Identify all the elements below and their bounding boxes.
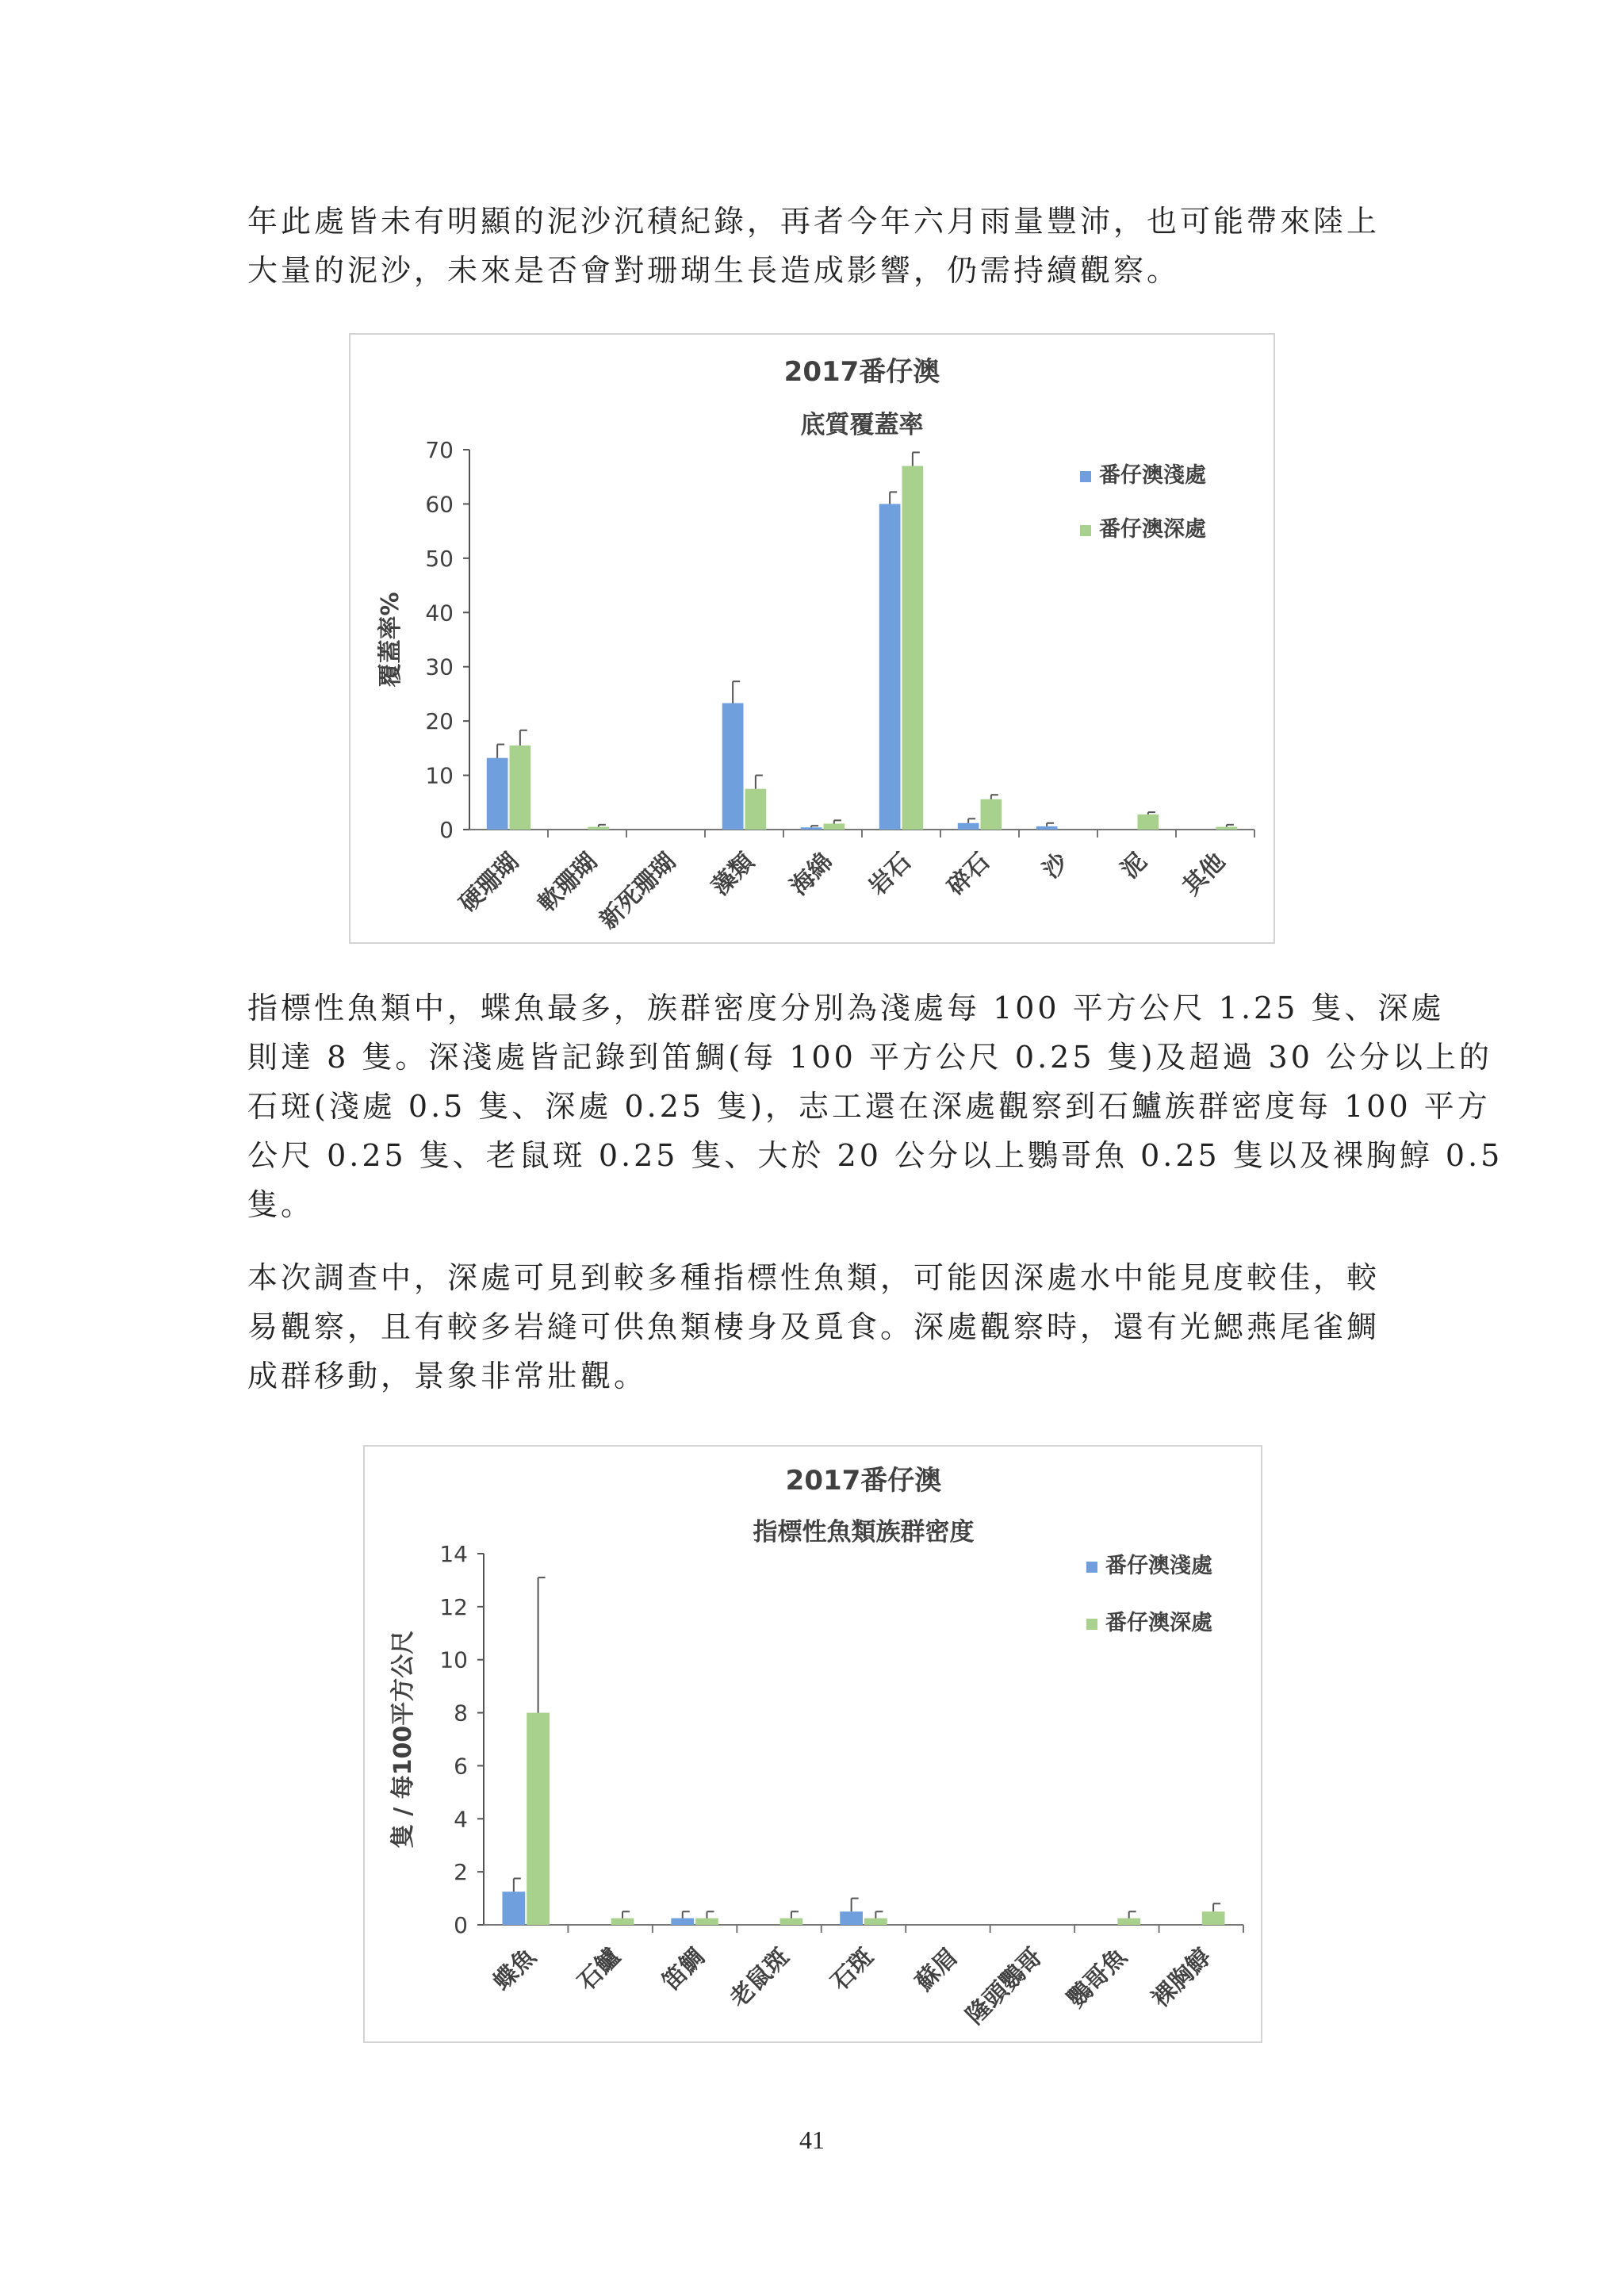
chart-subtitle: 底質覆蓋率 (800, 411, 924, 439)
text-line: 易觀察，且有較多岩縫可供魚類棲身及覓食。深處觀察時，還有光鰓燕尾雀鯛 (247, 1309, 1381, 1344)
x-category-label: 藻類 (706, 847, 760, 902)
text-line: 本次調查中，深處可見到較多種指標性魚類，可能因深處水中能見度較佳，較 (247, 1260, 1381, 1295)
legend-swatch (1080, 525, 1091, 536)
x-category-label: 沙 (1037, 847, 1074, 884)
x-category-label: 新死珊瑚 (594, 847, 682, 935)
bar-番仔澳深處-其他 (1216, 827, 1238, 830)
text-line: 隻。 (247, 1187, 315, 1222)
legend-label: 番仔澳深處 (1099, 517, 1206, 542)
bar-番仔澳淺處-藻類 (722, 703, 744, 830)
x-category-label: 老鼠斑 (724, 1942, 795, 2014)
y-tick-label: 0 (439, 817, 454, 843)
bar-番仔澳深處-蝶魚 (527, 1713, 550, 1925)
x-category-label: 笛鯛 (657, 1942, 710, 1997)
legend-label: 番仔澳淺處 (1099, 463, 1206, 488)
bar-番仔澳深處-碎石 (981, 799, 1002, 830)
bar-番仔澳深處-老鼠斑 (780, 1918, 803, 1925)
bar-番仔澳淺處-碎石 (958, 823, 979, 830)
text-line: 石斑(淺處 0.5 隻、深處 0.25 隻)，志工還在深處觀察到石鱸族群密度每 100 平方 (247, 1089, 1491, 1124)
y-tick-label: 50 (425, 545, 454, 572)
y-tick-label: 8 (454, 1700, 468, 1727)
bar-番仔澳淺處-岩石 (879, 504, 901, 830)
y-axis-label: 隻 / 每100平方公尺 (389, 1630, 417, 1849)
bar-番仔澳淺處-硬珊瑚 (487, 758, 508, 830)
bar-番仔澳深處-泥 (1138, 815, 1159, 830)
y-tick-label: 0 (454, 1912, 468, 1938)
paragraph-deep-observation (247, 1253, 1380, 1401)
text-line: 大量的泥沙，未來是否會對珊瑚生長造成影響，仍需持續觀察。 (247, 253, 1181, 288)
legend-swatch (1086, 1562, 1097, 1573)
y-tick-label: 40 (425, 600, 454, 627)
fish-density-chart (363, 1445, 1262, 2043)
x-category-label: 裸胸鯙 (1147, 1942, 1217, 2014)
x-category-label: 石斑 (825, 1942, 879, 1997)
substrate-cover-chart-svg (350, 335, 1274, 942)
bar-番仔澳淺處-海綿 (801, 827, 822, 830)
chart-title: 2017番仔澳 (783, 356, 940, 388)
bar-番仔澳淺處-蝶魚 (502, 1892, 525, 1925)
y-tick-label: 4 (454, 1806, 468, 1833)
text-line: 年此處皆未有明顯的泥沙沉積紀錄，再者今年六月雨量豐沛，也可能帶來陸上 (247, 204, 1381, 239)
x-category-label: 岩石 (863, 847, 917, 902)
chart-title: 2017番仔澳 (785, 1465, 942, 1497)
y-tick-label: 14 (439, 1541, 468, 1567)
x-category-label: 碎石 (941, 847, 996, 902)
x-category-label: 硬珊瑚 (454, 847, 525, 918)
legend-label: 番仔澳淺處 (1105, 1554, 1212, 1578)
bar-番仔澳深處-笛鯛 (695, 1918, 718, 1925)
y-tick-label: 10 (425, 762, 454, 789)
y-tick-label: 10 (439, 1646, 468, 1673)
text-line: 公尺 0.25 隻、老鼠斑 0.25 隻、大於 20 公分以上鸚哥魚 0.25 隻以及裸胸鯙 0.5 (247, 1138, 1503, 1173)
x-category-label: 其他 (1177, 847, 1231, 902)
y-axis-label: 覆蓋率% (377, 592, 404, 688)
bar-番仔澳深處-石鱸 (611, 1918, 634, 1925)
y-tick-label: 2 (454, 1859, 468, 1886)
text-line: 成群移動，景象非常壯觀。 (247, 1359, 648, 1393)
x-category-label: 海綿 (784, 847, 839, 902)
bar-番仔澳淺處-石斑 (840, 1911, 863, 1925)
y-tick-label: 30 (425, 654, 454, 680)
bar-番仔澳深處-鸚哥魚 (1117, 1918, 1140, 1925)
bar-番仔澳深處-軟珊瑚 (588, 827, 610, 830)
chart-subtitle: 指標性魚類族群密度 (753, 1518, 975, 1547)
text-line: 指標性魚類中，蝶魚最多，族群密度分別為淺處每 100 平方公尺 1.25 隻、深處 (247, 991, 1445, 1025)
bar-番仔澳深處-藻類 (745, 789, 767, 830)
y-tick-label: 12 (439, 1593, 468, 1620)
x-category-label: 石鱸 (573, 1942, 626, 1997)
y-tick-label: 70 (425, 437, 454, 463)
bar-番仔澳深處-石斑 (864, 1918, 887, 1925)
legend-label: 番仔澳深處 (1105, 1611, 1212, 1635)
bar-番仔澳淺處-笛鯛 (671, 1918, 694, 1925)
legend-swatch (1080, 471, 1091, 482)
bar-番仔澳深處-硬珊瑚 (510, 746, 531, 830)
substrate-cover-chart (349, 333, 1275, 944)
paragraph-sediment (247, 197, 1380, 295)
paragraph-indicator-fish (247, 983, 1503, 1229)
legend-swatch (1086, 1619, 1097, 1630)
bar-番仔澳深處-海綿 (824, 823, 845, 830)
bar-番仔澳深處-岩石 (902, 466, 924, 830)
bar-番仔澳淺處-沙 (1036, 826, 1058, 830)
x-category-label: 蝶魚 (488, 1942, 542, 1997)
text-line: 則達 8 隻。深淺處皆記錄到笛鯛(每 100 平方公尺 0.25 隻)及超過 30 公分以上的 (247, 1040, 1492, 1075)
y-tick-label: 60 (425, 491, 454, 518)
bar-番仔澳深處-裸胸鯙 (1202, 1911, 1225, 1925)
x-category-label: 鸚哥魚 (1062, 1942, 1132, 2014)
fish-density-chart-svg (365, 1447, 1261, 2041)
x-category-label: 軟珊瑚 (532, 847, 603, 918)
y-tick-label: 6 (454, 1753, 468, 1780)
page-number: 41 (799, 2125, 825, 2154)
y-tick-label: 20 (425, 708, 454, 735)
x-category-label: 隆頭鸚哥 (960, 1942, 1048, 2030)
x-category-label: 泥 (1116, 847, 1153, 884)
x-category-label: 蘇眉 (910, 1942, 964, 1997)
